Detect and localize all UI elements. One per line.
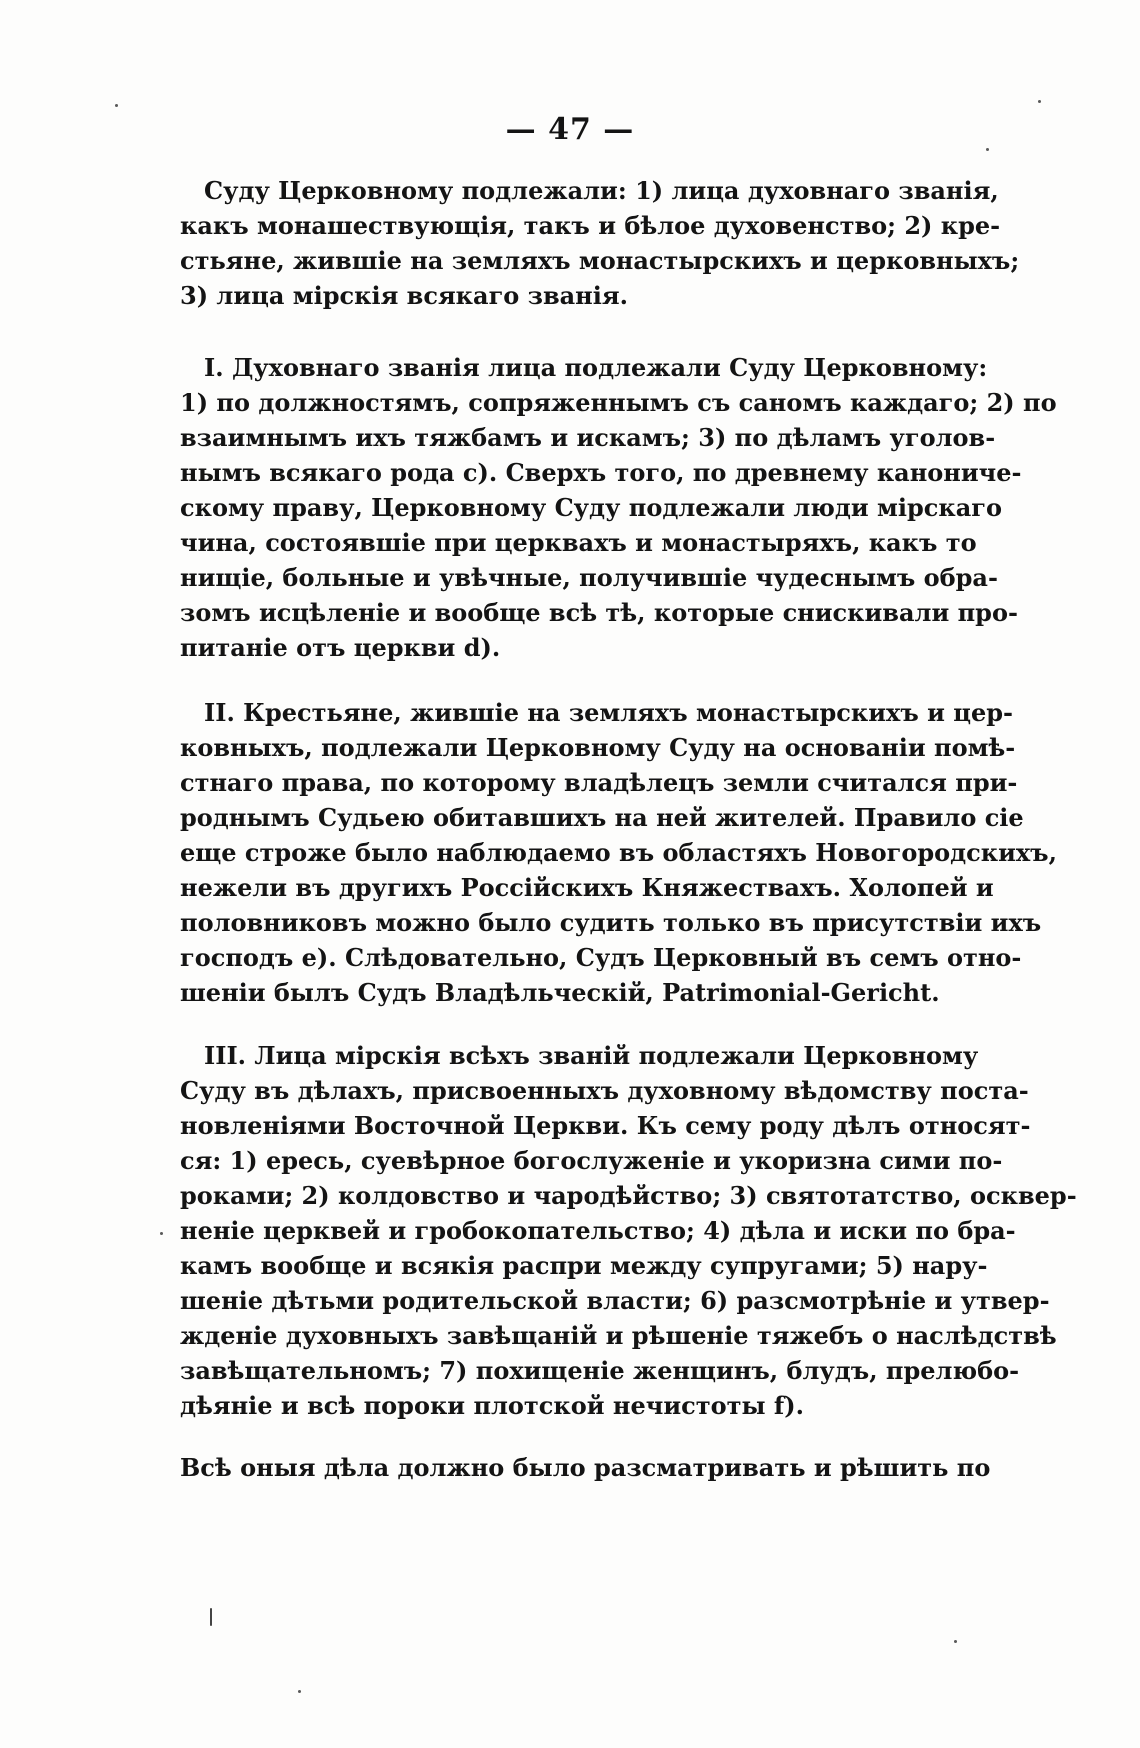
scan-speck [986, 148, 989, 151]
text-line: питаніе отъ церкви d). [180, 633, 501, 662]
text-line: чина, состоявшіе при церквахъ и монастыряхъ, какъ то [180, 528, 977, 557]
text-line: шеніи былъ Судъ Владѣльческій, Patrimonial-Gericht. [180, 978, 940, 1007]
text-line: III. Лица мірскія всѣхъ званій подлежали Церковному [204, 1041, 979, 1070]
text-line: ся: 1) ересь, суевѣрное богослуженіе и укоризна сими по- [180, 1146, 1003, 1175]
paragraph-intro [180, 173, 1020, 313]
page-number: — 47 — [505, 112, 635, 147]
text-line: нищіе, больные и увѣчные, получившіе чудеснымъ обра- [180, 563, 998, 592]
text-line: II. Крестьяне, жившіе на земляхъ монастырскихъ и цер- [204, 698, 1013, 727]
text-line: жденіе духовныхъ завѣщаній и рѣшеніе тяжебъ о наслѣдствѣ [180, 1321, 1057, 1350]
paragraph-section-3 [180, 1038, 1077, 1423]
text-line: взаимнымъ ихъ тяжбамъ и искамъ; 3) по дѣламъ уголов- [180, 423, 996, 452]
text-line: Суду въ дѣлахъ, присвоенныхъ духовному вѣдомству поста- [180, 1076, 1029, 1105]
text-line: еще строже было наблюдаемо въ областяхъ Новогородскихъ, [180, 838, 1057, 867]
paragraph-section-2 [180, 695, 1057, 1010]
text-line: зомъ исцѣленіе и вообще всѣ тѣ, которые снискивали про- [180, 598, 1018, 627]
paragraph-section-1 [180, 350, 1057, 665]
text-line: скому праву, Церковному Суду подлежали люди мірскаго [180, 493, 1003, 522]
text-line: неніе церквей и гробокопательство; 4) дѣла и иски по бра- [180, 1216, 1016, 1245]
text-line: нымъ всякаго рода c). Сверхъ того, по древнему канониче- [180, 458, 1022, 487]
scan-speck [115, 104, 118, 107]
scan-speck [160, 1232, 163, 1235]
text-line: Суду Церковному подлежали: 1) лица духовнаго званія, [204, 176, 999, 205]
text-line: ковныхъ, подлежали Церковному Суду на основаніи помѣ- [180, 733, 1016, 762]
text-line: камъ вообще и всякія распри между супругами; 5) нару- [180, 1251, 988, 1280]
text-line: господъ e). Слѣдовательно, Судъ Церковный въ семъ отно- [180, 943, 1022, 972]
text-line: новленіями Восточной Церкви. Къ сему роду дѣлъ относят- [180, 1111, 1031, 1140]
scan-speck [954, 1640, 957, 1643]
text-line: роками; 2) колдовство и чародѣйство; 3) святотатство, осквер- [180, 1181, 1077, 1210]
text-line: 3) лица мірскія всякаго званія. [180, 281, 628, 310]
text-line: половниковъ можно было судить только въ присутствіи ихъ [180, 908, 1042, 937]
text-line: стьяне, жившіе на земляхъ монастырскихъ и церковныхъ; [180, 246, 1020, 275]
text-line: стнаго права, по которому владѣлецъ земли считался при- [180, 768, 1018, 797]
text-line: роднымъ Судьею обитавшихъ на ней жителей. Правило сіе [180, 803, 1024, 832]
scan-speck [1038, 100, 1041, 103]
scan-speck [298, 1690, 301, 1693]
text-line: Всѣ оныя дѣла должно было разсматривать и рѣшить по [180, 1453, 991, 1482]
text-line: I. Духовнаго званія лица подлежали Суду Церковному: [204, 353, 988, 382]
text-line: нежели въ другихъ Россійскихъ Княжествахъ. Холопей и [180, 873, 994, 902]
text-line: 1) по должностямъ, сопряженнымъ съ саномъ каждаго; 2) по [180, 388, 1057, 417]
text-line: завѣщательномъ; 7) похищеніе женщинъ, блудъ, прелюбо- [180, 1356, 1020, 1385]
text-line: дѣяніе и всѣ пороки плотской нечистоты f). [180, 1391, 804, 1420]
scan-speck [210, 1608, 212, 1626]
text-line: шеніе дѣтьми родительской власти; 6) разсмотрѣніе и утвер- [180, 1286, 1050, 1315]
text-line: какъ монашествующія, такъ и бѣлое духовенство; 2) кре- [180, 211, 1001, 240]
paragraph-continuation [180, 1450, 991, 1485]
